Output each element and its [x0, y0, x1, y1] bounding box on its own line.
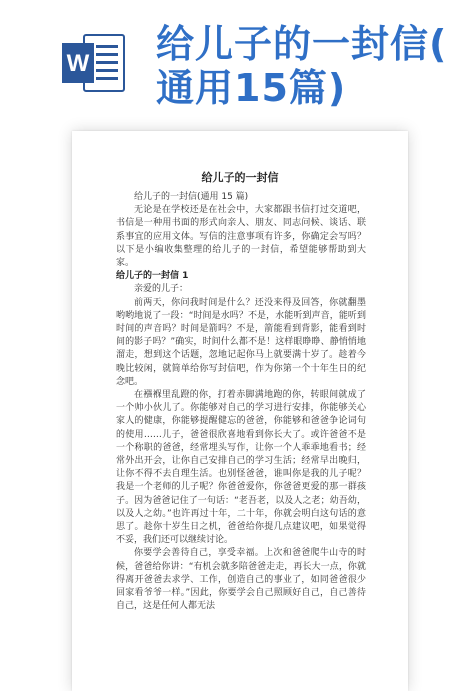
greeting-line: 亲爱的儿子： — [134, 284, 189, 295]
body-paragraph: 在襁褓里乱蹬的你，打着赤脚满地跑的你，转眼间就成了一个帅小伙儿了。你能够对自己的学习进行安排，你能够关心家人的健康，你能够提醒健忘的爸爸，你能够和爸爸争论词句的使用……儿子，爸爸很欣喜地看到你长大了。或许爸爸不是一个称职的爸爸，经常埋头写作，让你一个人乖乖地看书；经常外出开会，让你自己安排自己的学习生活；经常早出晚归，让你不得不去自理生活。也别怪爸爸，谁叫你是我的儿子呢？我是一个老师的儿子呢？你爸爸爱你，你爸爸更爱的那一群孩子。因为爸爸记住了一句话：“老吾老，以及人之老；幼吾幼，以及人之幼。”也许再过十年，二十年，你就会明白这句话的意思了。趁你十岁生日之机，爸爸给你提几点建议吧，如果觉得不妥，我们还可以继续讨论。 — [116, 390, 366, 546]
document-title: 给儿子的一封信 — [201, 171, 279, 184]
document-page — [72, 131, 408, 691]
document-subtitle: 给儿子的一封信(通用 15 篇) — [134, 192, 249, 202]
body-paragraph: 你要学会善待自己，享受幸福。上次和爸爸爬牛山寺的时候，爸爸给你讲：“有机会就多陪爸爸走走，再长大一点，你就得离开爸爸去求学、工作，创造自己的事业了，如同爸爸很少回家看爷爷一样。”因此，你要学会自己照顾好自己，自己善待自己，这是任何人都无法 — [116, 548, 366, 612]
page-title — [156, 22, 474, 110]
word-document-icon — [62, 33, 126, 93]
word-icon-letter: W — [66, 50, 90, 77]
section-heading: 给儿子的一封信 1 — [116, 271, 189, 282]
document-body — [116, 191, 366, 614]
header-banner — [0, 0, 474, 118]
intro-paragraph: 无论是在学校还是在社会中，大家都跟书信打过交道吧，书信是一种用书面的形式向亲人、朋友、同志问候、谈话、联系事宜的应用文体。写信的注意事项有许多，你确定会写吗？以下是小编收集整理的给儿子的一封信，希望能够帮助到大家。 — [116, 205, 366, 269]
title-line-1: 给儿子的一封信( — [156, 22, 448, 66]
title-line-2: 通用15篇) — [156, 66, 347, 110]
body-paragraph: 前两天，你问我时间是什么？还没来得及回答，你就翻墨哟哟地说了一段：“时间是水吗？不是，水能听到声音，能听到时间的声音吗？时间是箭吗？不是，箭能看到背影，能看到时间的影子吗？”确实，时间什么都不是！这样眼睁睁、静悄悄地溜走，想到这个话题，忽地记起你马上就要满十岁了。趁着今晚比较闲，就简单给你写封信吧，作为你第一个十年生日的纪念吧。 — [116, 297, 366, 387]
